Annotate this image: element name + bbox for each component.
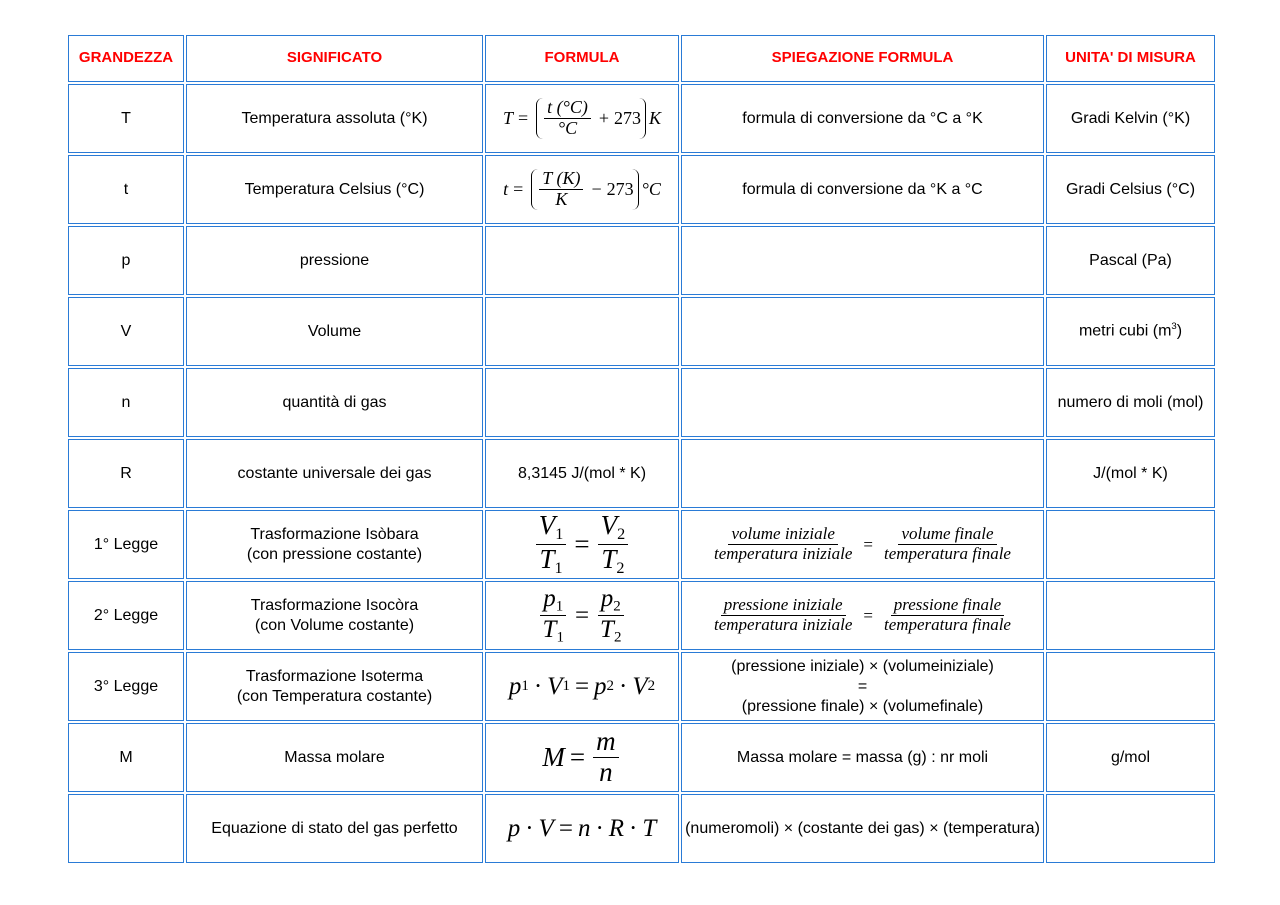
cell-formula: 8,3145 J/(mol * K)	[485, 439, 679, 508]
cell-unita	[1046, 652, 1215, 721]
cell-unita	[1046, 510, 1215, 579]
formula-isobara: $\frac{V_1}{T_1}$ = $\frac{V_2}{T_2}$	[533, 511, 631, 577]
table-row	[68, 652, 1215, 721]
table-row	[68, 723, 1215, 792]
unit-exponent: 3	[1171, 321, 1177, 333]
cell-formula	[485, 794, 679, 863]
significato-line-1: Trasformazione Isoterma	[245, 667, 424, 685]
fraction-numerator: volume finale	[898, 525, 996, 545]
formula-massa-molare: M = $\frac{m}{n}$	[542, 727, 621, 787]
cell-formula	[485, 155, 679, 224]
cell-grandezza: 2° Legge	[68, 581, 184, 650]
header-formula: FORMULA	[485, 35, 679, 82]
cell-grandezza	[68, 794, 184, 863]
cell-spiegazione	[681, 581, 1044, 650]
cell-grandezza: t	[68, 155, 184, 224]
cell-spiegazione	[681, 368, 1044, 437]
cell-significato: costante universale dei gas	[186, 439, 483, 508]
cell-significato: Temperatura assoluta (°K)	[186, 84, 483, 153]
cell-significato: Equazione di stato del gas perfetto	[186, 794, 483, 863]
formula-celsius: t = $\frac{T (K)}{K}$ − 273 °C	[503, 168, 661, 209]
table-row	[68, 439, 1215, 508]
cell-formula	[485, 652, 679, 721]
significato-line-1: Trasformazione Isocòra	[250, 596, 419, 614]
cell-grandezza: V	[68, 297, 184, 366]
cell-spiegazione	[681, 510, 1044, 579]
cell-significato: Massa molare	[186, 723, 483, 792]
cell-spiegazione	[681, 297, 1044, 366]
header-spiegazione: SPIEGAZIONE FORMULA	[681, 35, 1044, 82]
cell-formula	[485, 84, 679, 153]
header-grandezza: GRANDEZZA	[68, 35, 184, 82]
explanation-isobara: $\frac{\text{volume iniziale}}{\text{temperatura iniziale}}$ = $\frac{\text{volume finale}}{\text{temperatura finale}}$	[708, 525, 1017, 563]
cell-spiegazione: formula di conversione da °C a °K	[681, 84, 1044, 153]
header-unita: UNITA' DI MISURA	[1046, 35, 1215, 82]
cell-spiegazione: Massa molare = massa (g) : nr moli	[681, 723, 1044, 792]
explanation-line-3: (pressione finale) × (volumefinale)	[741, 697, 984, 715]
explanation-line-1: (pressione iniziale) × (volumeiniziale)	[731, 657, 994, 675]
cell-unita	[1046, 297, 1215, 366]
cell-unita: J/(mol * K)	[1046, 439, 1215, 508]
table-row	[68, 794, 1215, 863]
table-row	[68, 297, 1215, 366]
formula-kelvin: T = $\frac{t (^\circ C)}{^\circ C}$ + 273 K	[502, 97, 662, 138]
cell-unita	[1046, 581, 1215, 650]
cell-grandezza: 3° Legge	[68, 652, 184, 721]
significato-line-2: (con pressione costante)	[246, 545, 423, 563]
significato-line-2: (con Temperatura costante)	[236, 687, 433, 705]
cell-significato	[186, 652, 483, 721]
table-row	[68, 510, 1215, 579]
cell-spiegazione: (numeromoli) × (costante dei gas) × (temperatura)	[681, 794, 1044, 863]
explanation-isocora: $\frac{\text{pressione iniziale}}{\text{temperatura iniziale}}$ = $\frac{\text{pressione finale}}{\text{temperatura finale}}$	[708, 596, 1017, 634]
cell-formula	[485, 510, 679, 579]
cell-unita: g/mol	[1046, 723, 1215, 792]
formula-gas-perfetto: p · V = n · R · T	[507, 814, 657, 842]
cell-formula	[485, 226, 679, 295]
fraction-denominator: temperatura finale	[883, 615, 1011, 634]
cell-grandezza: M	[68, 723, 184, 792]
fraction-denominator: temperatura iniziale	[714, 615, 853, 634]
fraction-numerator: volume iniziale	[728, 525, 837, 545]
cell-significato: quantità di gas	[186, 368, 483, 437]
cell-spiegazione: formula di conversione da °K a °C	[681, 155, 1044, 224]
cell-unita: Gradi Celsius (°C)	[1046, 155, 1215, 224]
cell-formula	[485, 368, 679, 437]
header-row	[68, 35, 1215, 82]
cell-formula	[485, 723, 679, 792]
significato-line-1: Trasformazione Isòbara	[250, 525, 419, 543]
formula-isoterma: p 1 · V 1 = p 2 · V 2	[508, 672, 656, 700]
header-significato: SIGNIFICATO	[186, 35, 483, 82]
cell-grandezza: 1° Legge	[68, 510, 184, 579]
unit-close: )	[1176, 322, 1183, 340]
cell-significato	[186, 581, 483, 650]
fraction-denominator: temperatura finale	[883, 544, 1011, 563]
explanation-line-2: =	[857, 677, 868, 695]
cell-formula	[485, 297, 679, 366]
cell-unita: Gradi Kelvin (°K)	[1046, 84, 1215, 153]
cell-grandezza: p	[68, 226, 184, 295]
cell-formula	[485, 581, 679, 650]
fraction-numerator: pressione finale	[891, 596, 1005, 616]
cell-spiegazione	[681, 652, 1044, 721]
cell-grandezza: T	[68, 84, 184, 153]
fraction-denominator: temperatura iniziale	[714, 544, 853, 563]
cell-spiegazione	[681, 439, 1044, 508]
cell-significato	[186, 510, 483, 579]
cell-significato: pressione	[186, 226, 483, 295]
cell-grandezza: n	[68, 368, 184, 437]
table-row	[68, 226, 1215, 295]
cell-unita	[1046, 794, 1215, 863]
table-row	[68, 155, 1215, 224]
gas-laws-table	[66, 33, 1217, 865]
table-row	[68, 368, 1215, 437]
cell-unita: numero di moli (mol)	[1046, 368, 1215, 437]
cell-unita: Pascal (Pa)	[1046, 226, 1215, 295]
unit-text: metri cubi (m	[1078, 322, 1172, 340]
formula-isocora: $\frac{p_1}{T_1}$ = $\frac{p_2}{T_2}$	[537, 585, 628, 646]
fraction-numerator: pressione iniziale	[721, 596, 846, 616]
cell-significato: Volume	[186, 297, 483, 366]
cell-spiegazione	[681, 226, 1044, 295]
table-row	[68, 581, 1215, 650]
cell-grandezza: R	[68, 439, 184, 508]
table-row	[68, 84, 1215, 153]
cell-significato: Temperatura Celsius (°C)	[186, 155, 483, 224]
significato-line-2: (con Volume costante)	[254, 616, 415, 634]
